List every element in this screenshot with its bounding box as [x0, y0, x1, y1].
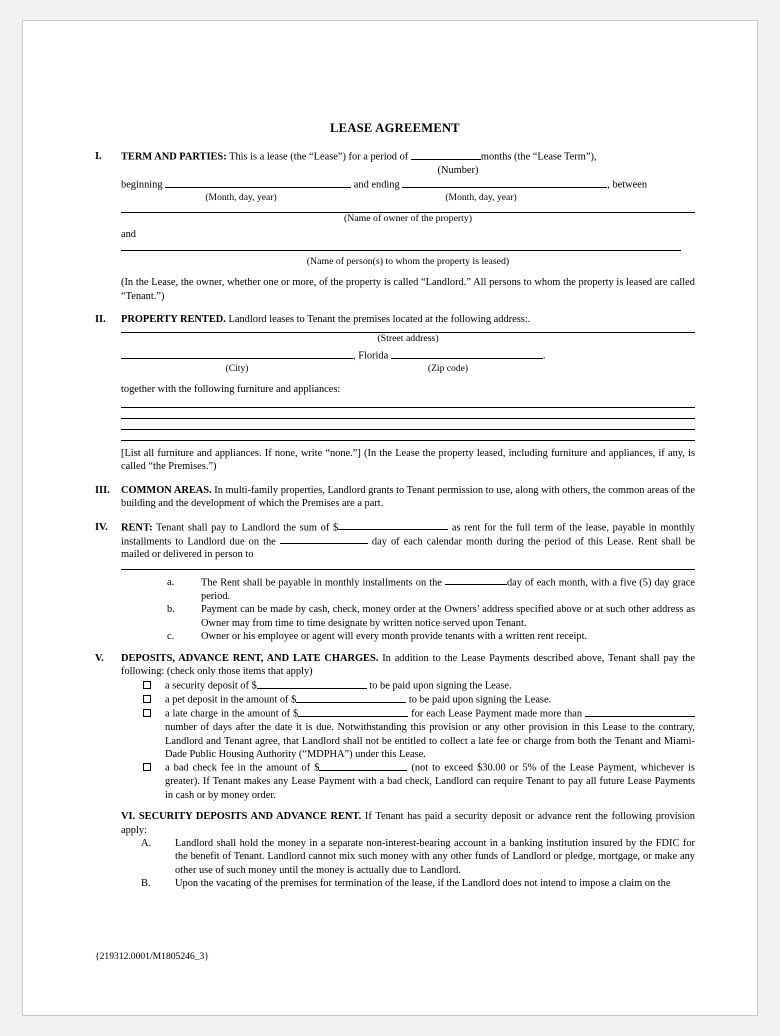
field-total-rent[interactable]: [338, 521, 448, 531]
caption-street-address: (Street address): [377, 332, 439, 344]
field-beginning-date[interactable]: [165, 178, 351, 188]
list-item: [167, 630, 695, 643]
caption-month-day-year-end: (Month, day, year): [445, 192, 517, 204]
label-furniture-appliances: together with the following furniture and appliances:: [121, 384, 341, 396]
checkbox-row-security-deposit[interactable]: [143, 679, 695, 693]
section-common-areas: [95, 484, 695, 511]
list-item-B-text: Upon the vacating of the premises for termination of the lease, if the Landlord does not intend to impose a claim on the: [175, 878, 671, 890]
checkbox-security-deposit-post: to be paid upon signing the Lease.: [369, 680, 512, 692]
label-and-ending: and ending: [353, 179, 400, 191]
section1-text1: This is a lease (the “Lease”) for a period of: [229, 151, 409, 163]
checkbox-row-late-charge[interactable]: [143, 707, 695, 761]
checkbox-pet-deposit-pre: a pet deposit in the amount of $: [165, 694, 297, 706]
checkbox-late-charge-pre: a late charge in the amount of $: [165, 708, 299, 720]
caption-row-dates: [121, 192, 695, 204]
list-item: [167, 603, 695, 630]
checkbox-bad-check-pre: a bad check fee in the amount of $: [165, 762, 320, 774]
section-deposits-advance-rent: [95, 652, 695, 803]
field-furniture-line-1[interactable]: [121, 406, 695, 408]
list-item: [167, 576, 695, 603]
list-label-A: A.: [141, 838, 152, 850]
section-number-4: IV.: [95, 521, 108, 533]
field-installment-day[interactable]: [445, 576, 507, 586]
list-label-B: B.: [141, 878, 151, 890]
caption-row-city-zip: [121, 363, 695, 375]
checkbox-bad-check-fee[interactable]: [143, 763, 151, 771]
list-item: [141, 837, 695, 877]
field-late-charge-amount[interactable]: [298, 707, 408, 717]
section-number-1: I.: [95, 151, 102, 162]
rent-sublist: [167, 576, 695, 644]
field-tenant-name[interactable]: [121, 242, 681, 252]
field-ending-date[interactable]: [402, 178, 607, 188]
checkbox-pet-deposit[interactable]: [143, 695, 151, 703]
checkbox-security-deposit-pre: a security deposit of $: [165, 680, 257, 692]
section-heading-6: SECURITY DEPOSITS AND ADVANCE RENT.: [138, 811, 362, 823]
field-rent-due-day[interactable]: [280, 535, 368, 545]
section4-text3: day of each calendar month during the period of this Lease. Rent shall be mailed or delivered in person to: [121, 536, 695, 561]
caption-month-day-year-begin: (Month, day, year): [205, 192, 277, 204]
checkbox-row-bad-check-fee[interactable]: [143, 761, 695, 802]
document-sheet: [22, 20, 758, 1016]
list-item-a-pre: The Rent shall be payable in monthly installments on the: [201, 577, 442, 589]
section-property-rented: II. PROPERTY RENTED. Landlord leases to Tenant the premises located at the following address:. (Street address) , Florida . (City) (Zip code) together with the following furniture and appliances: [List all furniture and appliances. If none, write “none.”] (In the Lease the property leased, including furniture and appliances, if any, is called “the Premises.”): [95, 314, 695, 473]
section2-text1: Landlord leases to Tenant the premises located at the following address:.: [228, 314, 531, 326]
section-heading-2: PROPERTY RENTED.: [121, 314, 226, 326]
list-item-a-post: day of each month, with a five (5) day grace period.: [201, 577, 695, 602]
list-label-a: a.: [167, 576, 175, 588]
checkbox-bad-check-post: (not to exceed $30.00 or 5% of the Lease Payment, whichever is greater). If Tenant makes any Lease Payment with a bad check, Landlord can require Tenant to pay all future Lease Payments in cash or by money order.: [165, 762, 695, 801]
furniture-lines: [121, 406, 695, 441]
section-heading-3: COMMON AREAS.: [121, 484, 212, 496]
section-heading-5: DEPOSITS, ADVANCE RENT, AND LATE CHARGES.: [121, 652, 379, 664]
section3-text: In multi-family properties, Landlord grants to Tenant permission to use, along with others, the common areas of the building and the development of which the Premises are a part.: [121, 484, 695, 510]
footer-document-code: {219312.0001/M1805246_3}: [95, 951, 209, 962]
field-security-deposit-amount[interactable]: [257, 679, 367, 689]
section4-text2: as rent for the full term of the lease, payable in monthly installments to Landlord due on the: [121, 522, 695, 548]
checkbox-late-charge-post: number of days after the date it is due. Notwithstanding this provision or any other provision in this Lease to the contrary, Landlord and Tenant agree, that Landlord shall not be entitled to collect a late fee or charge from both the Tenant and Miami-Dade Public Housing Authority (“MDPHA”) under this Lease.: [165, 722, 695, 761]
checkbox-row-pet-deposit[interactable]: [143, 693, 695, 707]
section-number-2: II.: [95, 314, 106, 326]
list-label-c: c.: [167, 631, 175, 643]
field-furniture-line-3[interactable]: [121, 428, 695, 430]
section-number-3: III.: [95, 484, 110, 496]
list-item-b-text: Payment can be made by cash, check, money order at the Owners’ address specified above or at such other address as Owner may from time to time designate by written notice served upon Tenant.: [201, 604, 695, 629]
caption-owner-name: (Name of owner of the property): [343, 212, 473, 224]
section-number-6: VI.: [121, 811, 136, 823]
section6-text1: If Tenant has paid a security deposit or advance rent the following provision apply:: [121, 811, 695, 836]
label-between: , between: [607, 179, 648, 191]
list-item: [141, 877, 695, 890]
label-and: and: [121, 229, 137, 241]
checkbox-late-charge-mid: for each Lease Payment made more than: [411, 708, 583, 720]
section1-text2: months (the “Lease Term”),: [480, 151, 597, 163]
caption-number: (Number): [437, 164, 479, 176]
field-furniture-line-2[interactable]: [121, 417, 695, 419]
field-pet-deposit-amount[interactable]: [296, 693, 406, 703]
section-rent: [95, 521, 695, 644]
checkbox-security-deposit[interactable]: [143, 681, 151, 689]
security-deposit-sublist: [141, 837, 695, 891]
section-number-5: V.: [95, 652, 104, 664]
label-beginning: beginning: [121, 179, 163, 191]
section4-text1: Tenant shall pay to Landlord the sum of $: [156, 522, 339, 534]
page-title: LEASE AGREEMENT: [330, 121, 460, 135]
section-term-and-parties: [95, 150, 695, 303]
section-security-deposits-advance-rent: [95, 810, 695, 891]
list-item-c-text: Owner or his employee or agent will every month provide tenants with a written rent receipt.: [201, 631, 588, 643]
checkbox-pet-deposit-post: to be paid upon signing the Lease.: [408, 694, 552, 706]
section1-paragraph: (In the Lease, the owner, whether one or more, of the property is called “Landlord.” All persons to whom the property is leased are called “Tenant.”): [121, 277, 695, 302]
caption-zip: (Zip code): [427, 363, 469, 375]
field-bad-check-fee-amount[interactable]: [319, 761, 407, 771]
field-zip[interactable]: [391, 349, 543, 359]
section-heading-4: RENT:: [121, 522, 153, 534]
checkbox-late-charge[interactable]: [143, 709, 151, 717]
field-city[interactable]: [121, 349, 353, 359]
field-period-months[interactable]: [411, 150, 481, 160]
section5-text1: In addition to the Lease Payments described above, Tenant shall pay the following: (check only those items that apply): [121, 652, 695, 677]
field-late-charge-days[interactable]: [585, 707, 695, 717]
section2-note: [List all furniture and appliances. If none, write “none.”] (In the Lease the property leased, including furniture and appliances, if any, is called “the Premises.”): [121, 447, 695, 473]
list-label-b: b.: [167, 604, 175, 616]
caption-city: (City): [225, 363, 249, 375]
caption-leased-to: (Name of person(s) to whom the property is leased): [306, 255, 510, 267]
list-item-A-text: Landlord shall hold the money in a separate non-interest-bearing account in a banking institution insured by the FDIC for the benefit of Tenant. Landlord cannot mix such money with any other funds of Landlord or pledge, mortgage, or make any other use of such money until the money is actually due to Landlord.: [175, 838, 695, 876]
document-content: [95, 121, 695, 893]
section-heading-1: TERM AND PARTIES:: [121, 151, 227, 163]
label-florida: , Florida: [353, 350, 389, 362]
